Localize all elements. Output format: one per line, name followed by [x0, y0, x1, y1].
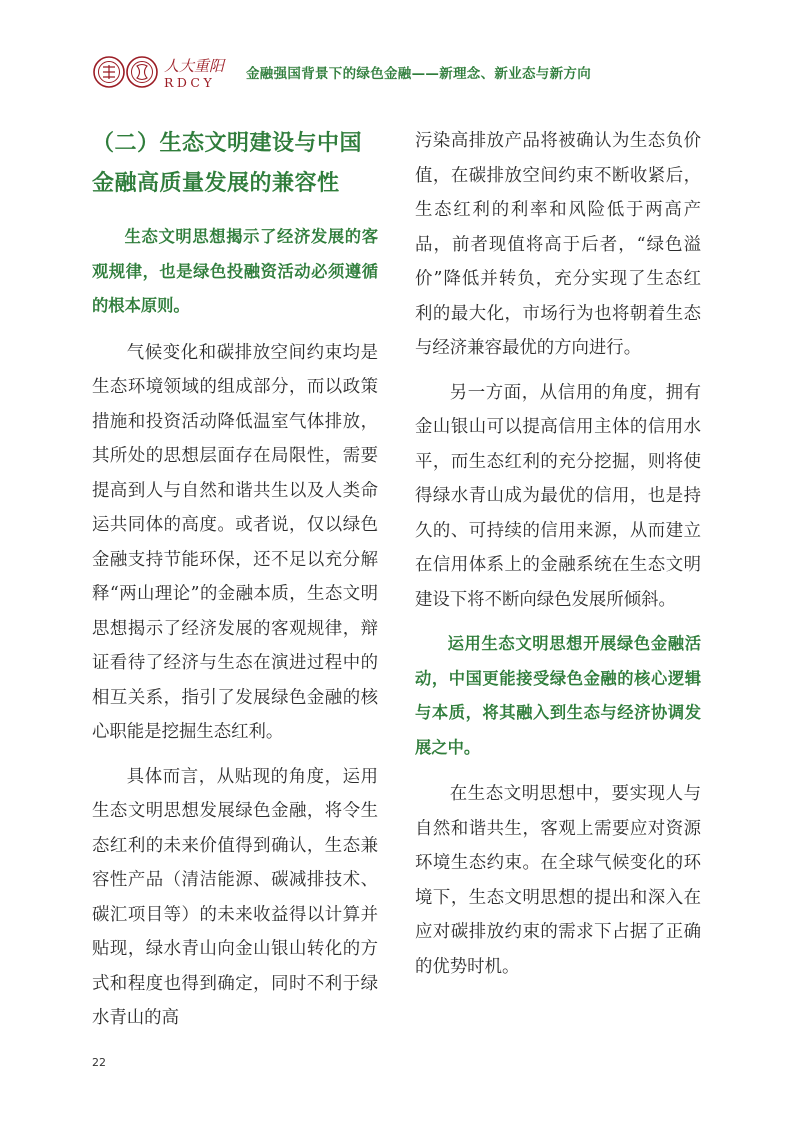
logo-subtext: RDCY: [164, 75, 216, 90]
lead-paragraph: 生态文明思想揭示了经济发展的客观规律，也是绿色投融资活动必须遵循的根本原则。: [92, 227, 378, 315]
header-title: 金融强国背景下的绿色金融——新理念、新业态与新方向: [246, 66, 591, 82]
rdcy-logo: [92, 52, 242, 92]
body-paragraph: 具体而言，从贴现的角度，运用生态文明思想发展绿色金融，将令生态红利的未来价值得到确认，生态兼容性产品（清洁能源、碳减排技术、碳汇项目等）的未来收益得以计算并贴现，绿水青山向金山银山转化的方式和程度也得到确定，同时不利于绿水青山的高: [92, 766, 378, 1028]
seal-icon-2: [127, 57, 157, 87]
body-paragraph: 另一方面，从信用的角度，拥有金山银山可以提高信用主体的信用水平，而生态红利的充分挖掘，则将使得绿水青山成为最优的信用，也是持久的、可持续的信用来源，从而建立在信用体系上的金融系统在生态文明建设下将不断向绿色发展所倾斜。: [415, 382, 701, 610]
left-column: [92, 124, 378, 1046]
page-number: 22: [92, 1056, 106, 1069]
lead-paragraph: 运用生态文明思想开展绿色金融活动，中国更能接受绿色金融的核心逻辑与本质，将其融入到生态与经济协调发展之中。: [415, 634, 701, 757]
logo-text: 人大重阳: [164, 57, 225, 75]
body-paragraph-continued: 污染高排放产品将被确认为生态负价值，在碳排放空间约束不断收紧后，生态红利的利率和风险低于两高产品，前者现值将高于后者，“绿色溢价”降低并转负，充分实现了生态红利的最大化，市场行为也将朝着生态与经济兼容最优的方向进行。: [415, 131, 701, 358]
right-column: [415, 124, 701, 994]
seal-icon-1: [94, 57, 124, 87]
body-paragraph: 气候变化和碳排放空间约束均是生态环境领域的组成部分，而以政策措施和投资活动降低温室气体排放，其所处的思想层面存在局限性，需要提高到人与自然和谐共生以及人类命运共同体的高度。或者说，仅以绿色金融支持节能环保，还不足以充分解释“两山理论”的金融本质，生态文明思想揭示了经济发展的客观规律，辩证看待了经济与生态在演进过程中的相互关系，指引了发展绿色金融的核心职能是挖掘生态红利。: [92, 342, 378, 742]
section-title: （二）生态文明建设与中国金融高质量发展的兼容性: [92, 131, 363, 196]
page-header: [92, 52, 712, 92]
body-paragraph: 在生态文明思想中，要实现人与自然和谐共生，客观上需要应对资源环境生态约束。在全球气候变化的环境下，生态文明思想的提出和深入在应对碳排放约束的需求下占据了正确的优势时机。: [415, 784, 701, 977]
